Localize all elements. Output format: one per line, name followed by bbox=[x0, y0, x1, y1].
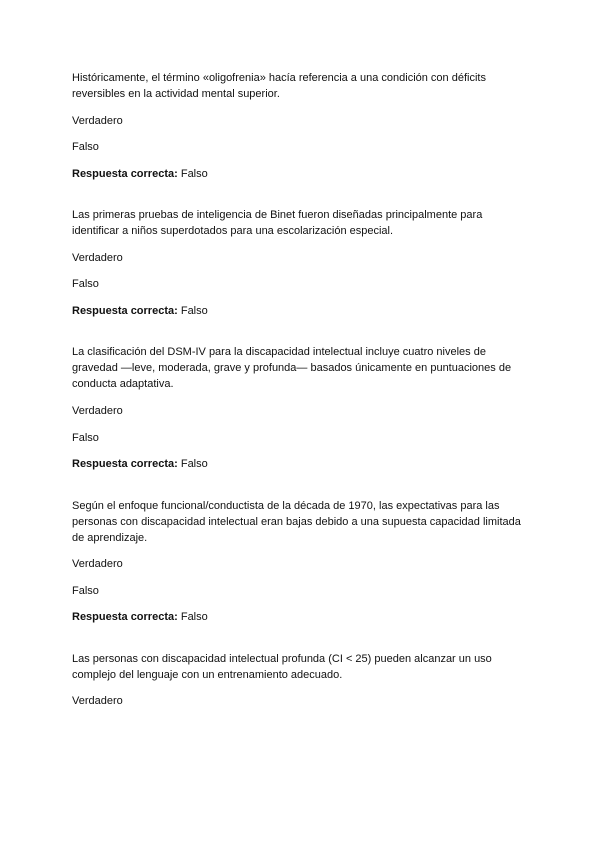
correct-answer bbox=[72, 303, 528, 319]
option-verdadero: Verdadero bbox=[72, 251, 123, 264]
question-4-statement bbox=[72, 498, 528, 546]
question-4-line-2: personas con discapacidad intelectual eran bajas debido a una supuesta capacidad limitada bbox=[72, 515, 521, 528]
option-falso: Falso bbox=[72, 584, 99, 597]
option-verdadero: Verdadero bbox=[72, 558, 123, 571]
question-1-line-1: Históricamente, el término «oligofrenia» hacía referencia a una condición con déficits bbox=[72, 72, 486, 84]
correct-answer-label: Respuesta correcta: bbox=[72, 458, 178, 471]
correct-answer-value: Falso bbox=[180, 167, 208, 180]
correct-answer-value: Falso bbox=[180, 304, 208, 317]
question-3-statement bbox=[72, 344, 528, 392]
correct-answer bbox=[72, 609, 528, 625]
question-1-line-2: reversibles en la actividad mental superior. bbox=[72, 88, 280, 100]
question-1 bbox=[72, 70, 528, 182]
option-falso: Falso bbox=[72, 431, 99, 444]
correct-answer-label: Respuesta correcta: bbox=[72, 611, 178, 624]
option-verdadero: Verdadero bbox=[72, 404, 123, 417]
question-3 bbox=[72, 344, 528, 472]
option-falso: Falso bbox=[72, 141, 99, 154]
question-4 bbox=[72, 498, 528, 626]
question-2-line-2: identificar a niños superdotados para una escolarización especial. bbox=[72, 225, 394, 238]
question-2-statement bbox=[72, 207, 528, 239]
question-2 bbox=[72, 207, 528, 319]
question-3-line-3: conducta adaptativa. bbox=[72, 378, 174, 391]
question-2-line-1: Las primeras pruebas de inteligencia de Binet fueron diseñadas principalmente para bbox=[72, 209, 483, 222]
option-verdadero: Verdadero bbox=[72, 695, 123, 708]
correct-answer bbox=[72, 166, 528, 182]
question-4-line-1: Según el enfoque funcional/conductista de la década de 1970, las expectativas para las bbox=[72, 499, 500, 512]
correct-answer-value: Falso bbox=[180, 611, 208, 624]
question-4-line-3: de aprendizaje. bbox=[72, 531, 148, 544]
question-1-statement bbox=[72, 70, 528, 102]
correct-answer bbox=[72, 456, 528, 472]
question-3-line-2: gravedad —leve, moderada, grave y profunda— basados únicamente en puntuaciones de bbox=[72, 362, 512, 375]
option-falso: Falso bbox=[72, 278, 99, 291]
question-3-line-1: La clasificación del DSM-IV para la discapacidad intelectual incluye cuatro niveles de bbox=[72, 346, 486, 359]
correct-answer-label: Respuesta correcta: bbox=[72, 304, 178, 317]
option-verdadero: Verdadero bbox=[72, 114, 123, 127]
correct-answer-value: Falso bbox=[180, 458, 208, 471]
question-5-line-2: complejo del lenguaje con un entrenamiento adecuado. bbox=[72, 668, 343, 681]
correct-answer-label: Respuesta correcta: bbox=[72, 167, 178, 180]
question-5 bbox=[72, 651, 528, 710]
question-5-line-1: Las personas con discapacidad intelectual profunda (CI < 25) pueden alcanzar un uso bbox=[72, 652, 492, 665]
question-5-statement bbox=[72, 651, 528, 683]
